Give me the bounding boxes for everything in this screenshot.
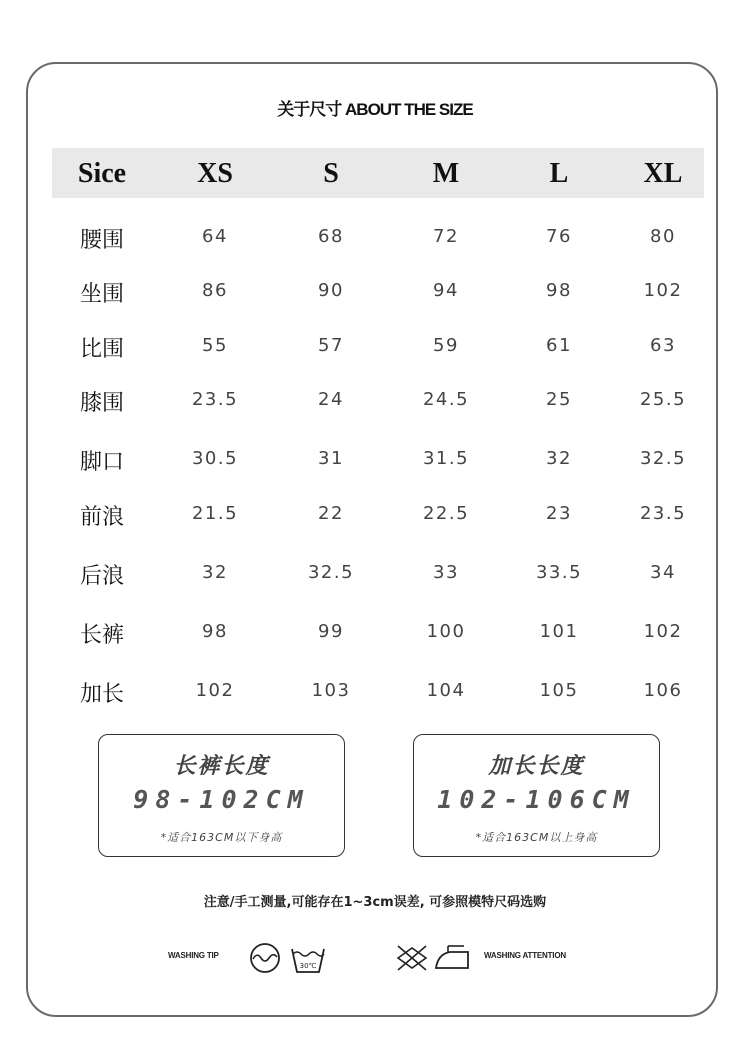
washing-attention-label: WASHING ATTENTION [484,951,566,960]
row-label: 加长 [80,682,125,707]
table-cell: 24 [318,389,344,410]
table-cell: 23 [546,503,572,524]
table-cell: 106 [643,680,683,701]
table-cell: 80 [650,226,676,247]
table-cell: 90 [318,280,344,301]
long-pants-length-box [98,734,345,857]
long-pants-length-range: 98-102CM [133,785,310,814]
table-cell: 76 [546,226,572,247]
row-label: 脚口 [80,450,125,475]
row-label: 膝围 [80,391,125,416]
wash-30-icon [292,949,324,972]
content-frame [26,62,718,1017]
table-cell: 31 [318,448,344,469]
table-cell: 23.5 [639,503,687,524]
table-cell: 102 [643,280,683,301]
table-cell: 30.5 [191,448,239,469]
header-m: M [432,158,460,189]
table-cell: 22.5 [422,503,470,524]
table-cell: 59 [433,335,459,356]
header-xs: XS [197,158,233,189]
table-cell: 57 [318,335,344,356]
long-pants-length-title: 长裤长度 [173,754,270,779]
table-cell: 24.5 [422,389,470,410]
table-cell: 99 [318,621,344,642]
extra-long-length-range: 102-106CM [437,785,636,814]
table-cell: 32.5 [307,562,355,583]
header-l: L [549,158,569,189]
row-label: 比围 [80,337,125,362]
table-cell: 86 [202,280,228,301]
row-label: 坐围 [80,282,125,307]
table-cell: 25 [546,389,572,410]
measurement-notice: 注意/手工测量,可能存在1~3cm误差, 可参照模特尺码选购 [203,895,547,910]
table-cell: 103 [311,680,351,701]
extra-long-length-title: 加长长度 [488,754,585,779]
table-cell: 98 [202,621,228,642]
no-bleach-icon [398,946,426,970]
row-label: 长裤 [80,623,125,648]
long-pants-length-note: *适合163CM以下身高 [160,831,283,844]
table-cell: 101 [539,621,579,642]
table-cell: 31.5 [422,448,470,469]
washing-tip-label: WASHING TIP [168,951,219,960]
table-cell: 32.5 [639,448,687,469]
table-cell: 68 [318,226,344,247]
row-label: 腰围 [80,228,125,253]
row-label: 前浪 [80,505,125,530]
extra-long-length-note: *适合163CM以上身高 [475,831,598,844]
table-cell: 33.5 [535,562,583,583]
table-cell: 32 [546,448,572,469]
wash-temperature: 30℃ [299,962,317,970]
table-cell: 64 [202,226,228,247]
table-cell: 72 [433,226,459,247]
extra-long-length-box [413,734,660,857]
table-cell: 100 [426,621,466,642]
table-cell: 33 [433,562,459,583]
gentle-wash-icon [251,944,279,972]
page-title: 关于尺寸 ABOUT THE SIZE [277,100,473,119]
table-cell: 22 [318,503,344,524]
table-cell: 55 [202,335,228,356]
table-cell: 34 [650,562,676,583]
table-cell: 63 [650,335,676,356]
row-label: 后浪 [80,564,125,589]
table-cell: 102 [643,621,683,642]
table-cell: 98 [546,280,572,301]
table-cell: 32 [202,562,228,583]
washing-tip-icons [244,940,354,974]
washing-attention-icons [392,940,476,974]
iron-icon [436,946,468,968]
table-cell: 94 [433,280,459,301]
table-cell: 105 [539,680,579,701]
table-cell: 25.5 [639,389,687,410]
table-cell: 61 [546,335,572,356]
table-cell: 21.5 [191,503,239,524]
header-xl: XL [643,158,683,189]
header-size-label: Sice [77,158,127,189]
table-cell: 104 [426,680,466,701]
table-cell: 23.5 [191,389,239,410]
table-cell: 102 [195,680,235,701]
header-s: S [323,158,339,189]
